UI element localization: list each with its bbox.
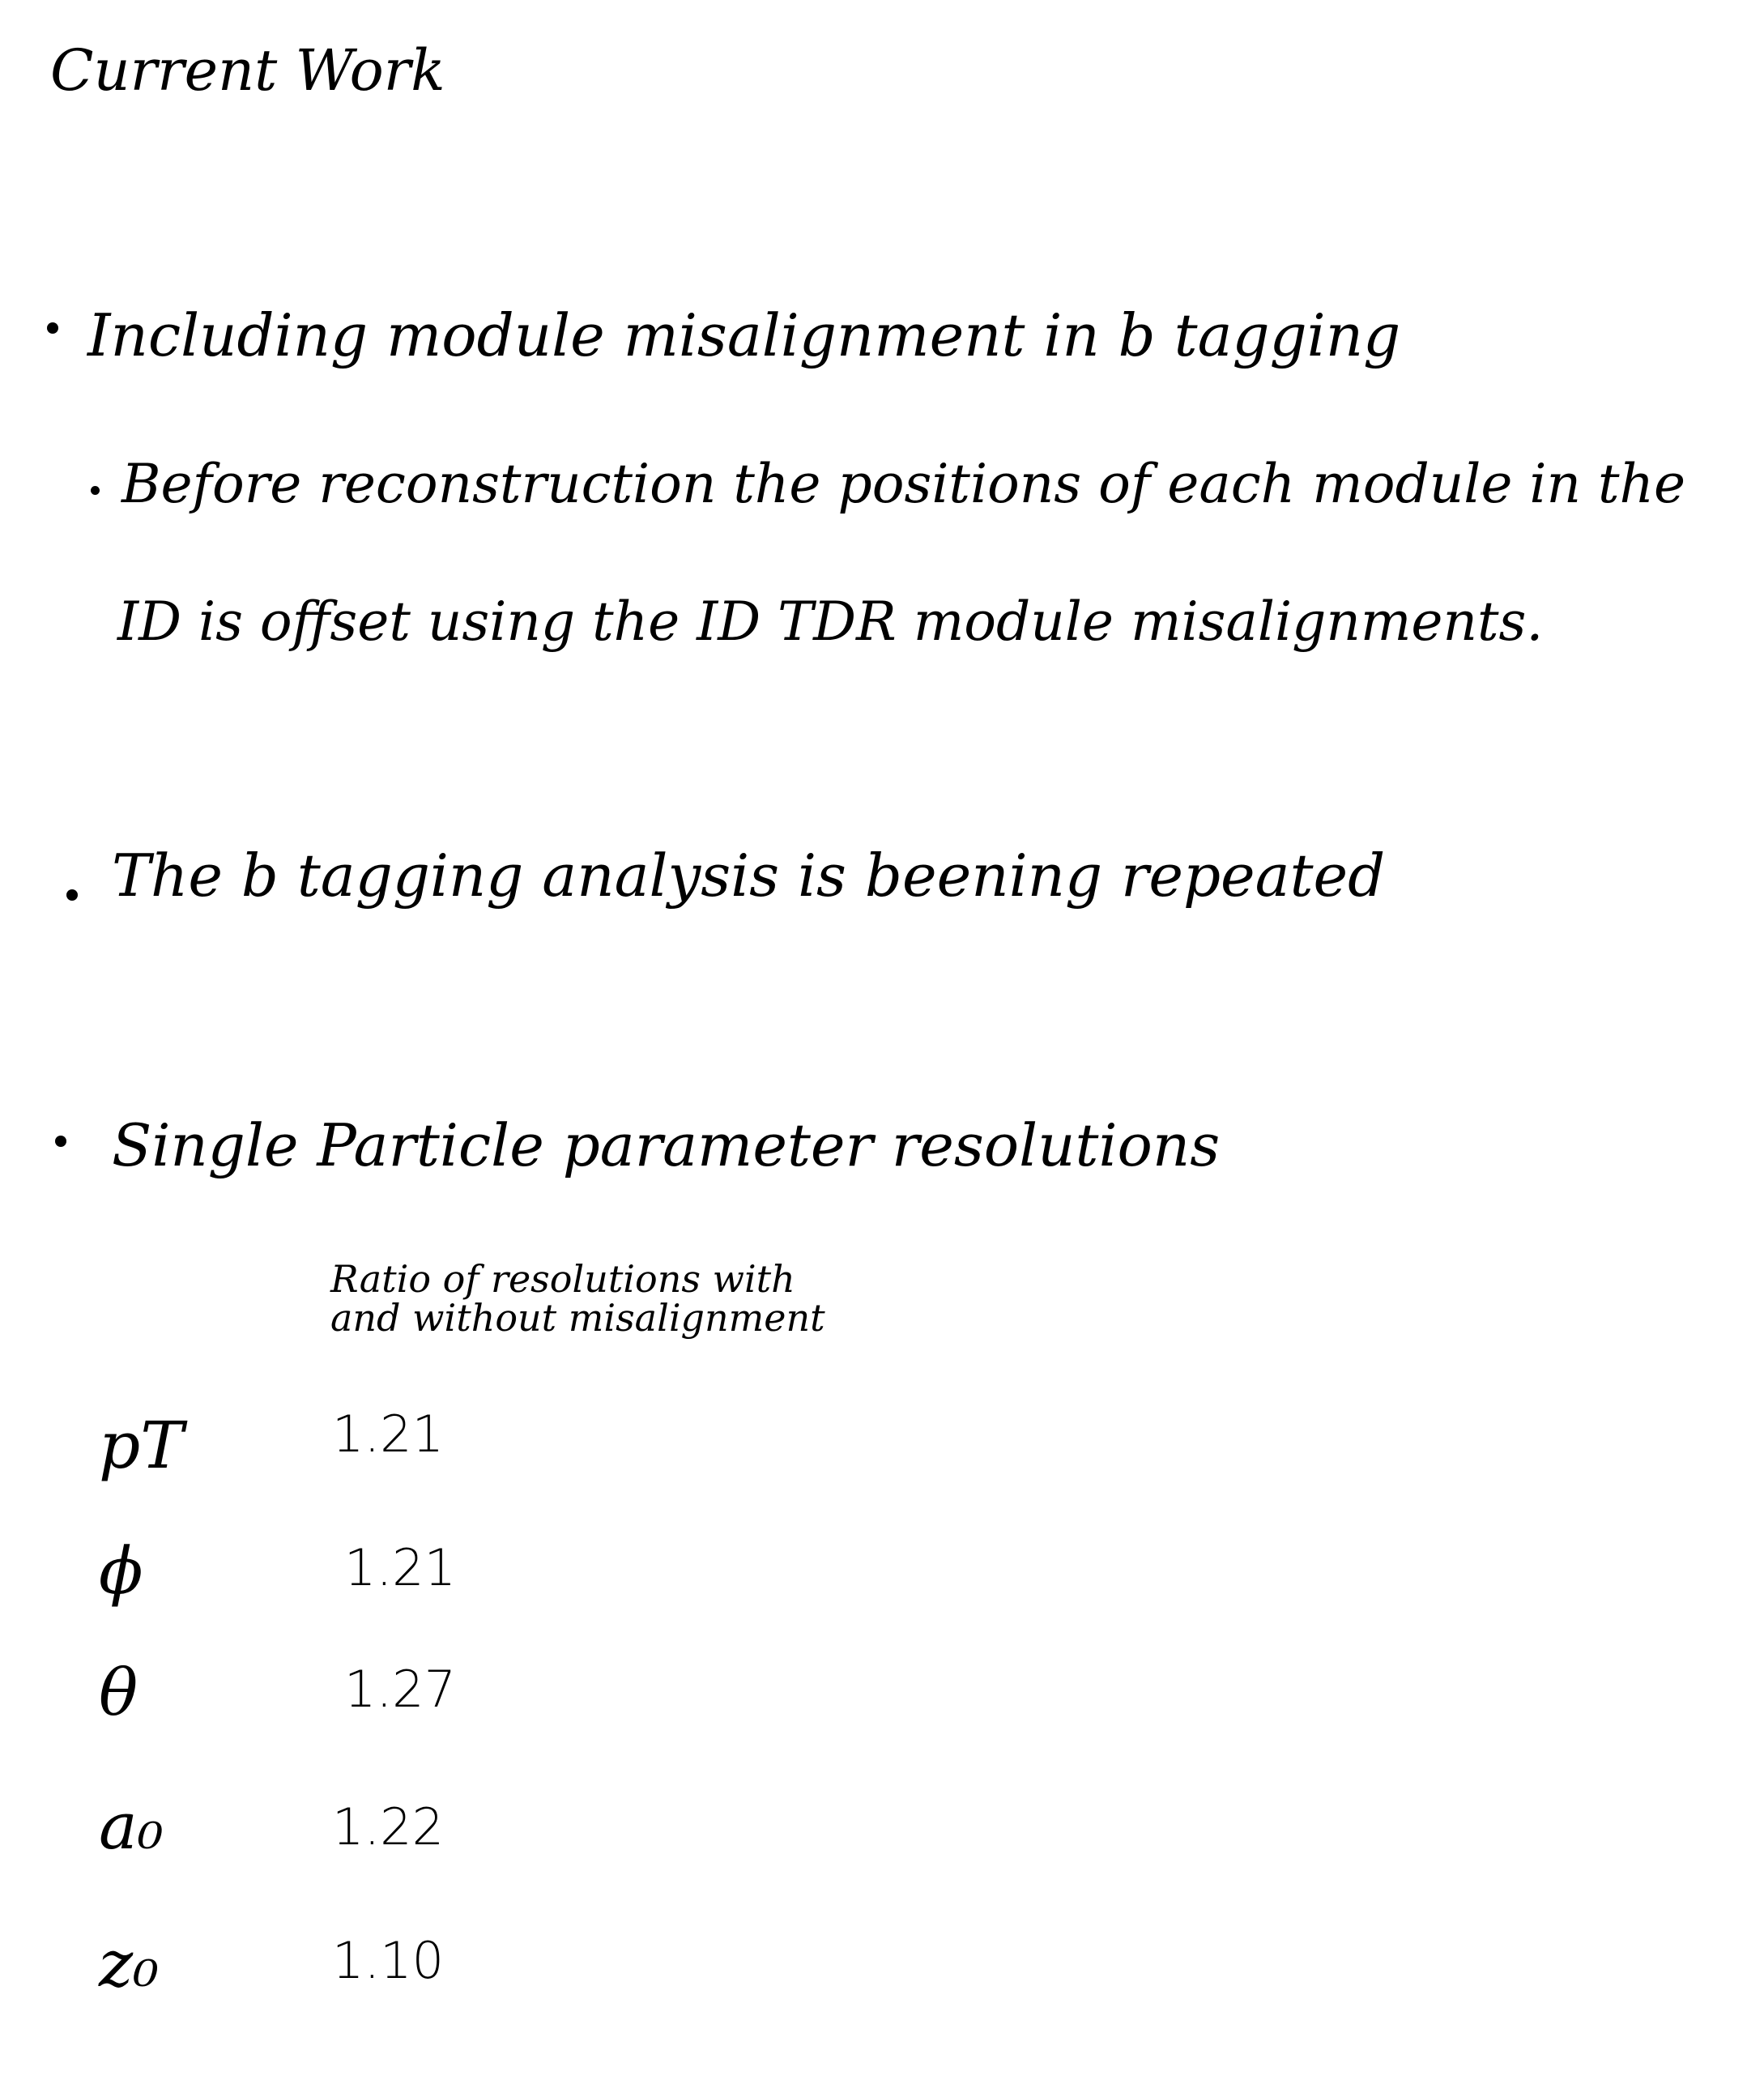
table-row-value: 1.21 xyxy=(344,1538,457,1597)
sub-bullet-dot xyxy=(91,486,100,495)
sub-bullet-line-2: ID is offset using the ID TDR module misalignments. xyxy=(117,590,1544,653)
bullet-dot xyxy=(55,1136,66,1147)
table-row-value: 1.21 xyxy=(332,1404,445,1464)
table-row-symbol: θ xyxy=(99,1655,138,1730)
table-row-symbol: z₀ xyxy=(99,1926,160,2001)
bullet-repeated: The b tagging analysis is beening repeated xyxy=(112,842,1386,910)
table-row-value: 1.27 xyxy=(344,1660,457,1719)
bullet-dot xyxy=(66,889,78,901)
page-title: Current Work xyxy=(50,37,445,104)
table-row-value: 1.22 xyxy=(332,1797,445,1856)
table-row-symbol: a₀ xyxy=(99,1788,164,1864)
table-header-line-1: Ratio of resolutions with xyxy=(330,1257,795,1301)
bullet-misalignment: Including module misalignment in b tagging xyxy=(87,301,1401,369)
table-header xyxy=(330,1257,825,1340)
table-header-line-2: and without misalignment xyxy=(330,1296,825,1340)
table-row-symbol: pT xyxy=(99,1408,184,1483)
sub-bullet-line-1: Before reconstruction the positions of each module in the xyxy=(121,453,1686,515)
table-row-symbol: ϕ xyxy=(99,1533,143,1609)
bullet-resolutions: Single Particle parameter resolutions xyxy=(112,1111,1221,1179)
table-row-value: 1.10 xyxy=(332,1931,445,1990)
bullet-dot xyxy=(47,322,58,334)
